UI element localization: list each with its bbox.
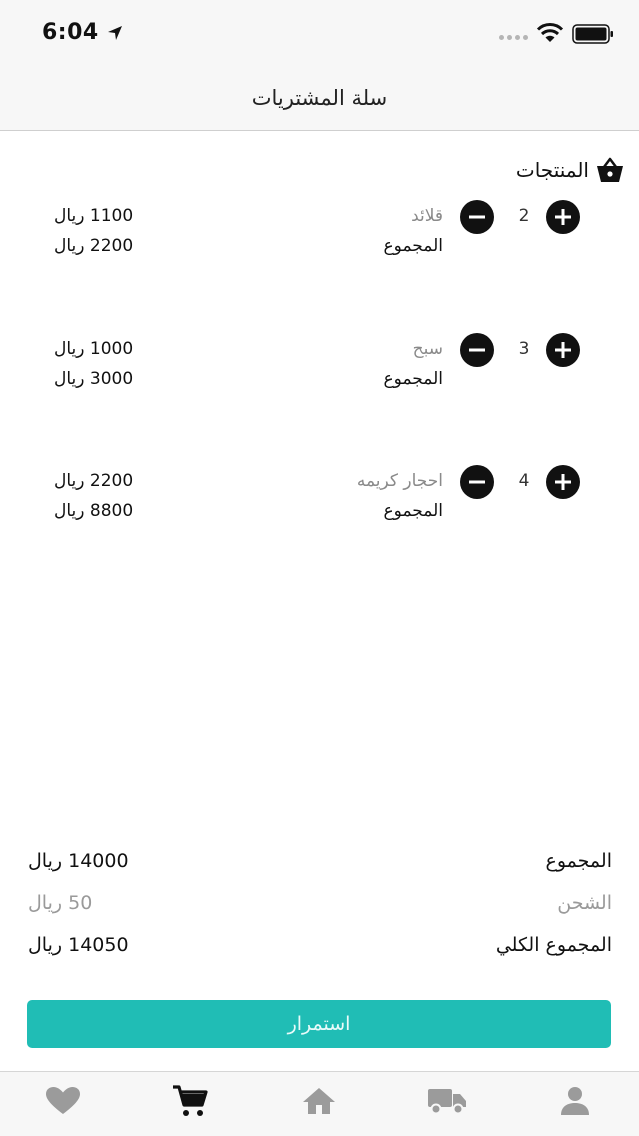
home-icon [302, 1086, 336, 1116]
plus-icon [546, 200, 580, 234]
nav-bar [0, 66, 639, 131]
battery-icon [572, 24, 614, 44]
tab-favorites[interactable] [43, 1084, 83, 1118]
page-title: سلة المشتريات [251, 86, 388, 110]
product-row [0, 333, 639, 403]
increase-button[interactable] [546, 465, 580, 499]
basket-icon [595, 155, 625, 185]
quantity-value: 2 [518, 206, 530, 226]
product-name: قلائد [411, 206, 443, 226]
product-row [0, 200, 639, 270]
cart-icon [172, 1084, 208, 1118]
tab-home[interactable] [299, 1084, 339, 1118]
tab-shipping[interactable] [427, 1084, 467, 1118]
decrease-button[interactable] [460, 465, 494, 499]
product-row [0, 465, 639, 535]
quantity-value: 4 [518, 471, 530, 491]
products-header [516, 155, 625, 185]
section-title: المنتجات [515, 158, 589, 182]
product-name: سبح [412, 339, 443, 359]
summary-grand-row [28, 934, 612, 964]
plus-icon [546, 465, 580, 499]
location-arrow-icon [106, 24, 124, 42]
person-icon [559, 1086, 591, 1116]
summary-shipping-value: 50 ريال [28, 892, 93, 914]
summary-shipping-row [28, 892, 612, 922]
tab-cart[interactable] [170, 1084, 210, 1118]
status-time: 6:04 [42, 20, 99, 45]
product-price: 1100 ريال [54, 206, 134, 226]
product-total-label: المجموع [383, 236, 443, 256]
summary-grand-value: 14050 ريال [28, 934, 129, 956]
tab-profile[interactable] [555, 1084, 595, 1118]
product-subtotal: 3000 ريال [54, 369, 134, 389]
minus-icon [460, 333, 494, 367]
product-total-label: المجموع [383, 501, 443, 521]
summary-total-row [28, 850, 612, 880]
product-price: 1000 ريال [54, 339, 134, 359]
decrease-button[interactable] [460, 333, 494, 367]
product-name: احجار كريمه [356, 471, 443, 491]
summary-grand-label: المجموع الكلي [495, 934, 612, 956]
product-total-label: المجموع [383, 369, 443, 389]
wifi-icon [536, 22, 564, 44]
decrease-button[interactable] [460, 200, 494, 234]
increase-button[interactable] [546, 200, 580, 234]
summary-total-value: 14000 ريال [28, 850, 129, 872]
minus-icon [460, 200, 494, 234]
heart-icon [45, 1086, 81, 1116]
tab-bar [0, 1071, 639, 1136]
minus-icon [460, 465, 494, 499]
summary-total-label: المجموع [545, 850, 612, 872]
status-bar [0, 0, 639, 66]
increase-button[interactable] [546, 333, 580, 367]
plus-icon [546, 333, 580, 367]
product-subtotal: 8800 ريال [54, 501, 134, 521]
summary-shipping-label: الشحن [557, 892, 612, 914]
product-price: 2200 ريال [54, 471, 134, 491]
truck-icon [427, 1086, 467, 1116]
quantity-value: 3 [518, 339, 530, 359]
continue-button[interactable]: استمرار [27, 1000, 611, 1048]
product-subtotal: 2200 ريال [54, 236, 134, 256]
signal-icon [499, 35, 528, 40]
